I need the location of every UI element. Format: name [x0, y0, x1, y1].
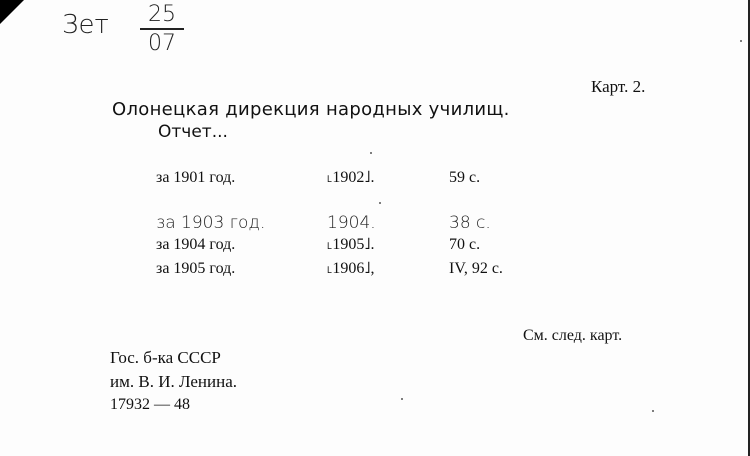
paper-speck	[379, 202, 381, 204]
entry-pages: 38 с.	[449, 213, 491, 233]
paper-speck	[740, 40, 742, 42]
card-title: Олонецкая дирекция народных училищ.	[112, 99, 510, 120]
entry-ref: 1904.	[327, 213, 376, 233]
entry-row-handwritten	[0, 213, 750, 235]
see-next-card: См. след. карт.	[523, 327, 623, 344]
paper-speck	[401, 398, 403, 400]
entry-row	[0, 169, 750, 191]
entry-row	[0, 236, 750, 258]
entry-period: за 1905 год.	[156, 260, 236, 277]
card-subtitle: Отчет...	[158, 122, 228, 142]
entry-pages: IV, 92 с.	[449, 260, 503, 277]
handwritten-fraction	[140, 4, 184, 55]
library-name-line2: им. В. И. Ленина.	[110, 372, 238, 391]
paper-speck	[652, 410, 654, 412]
card-corner-cut	[0, 0, 24, 24]
fraction-bottom: 07	[148, 31, 176, 56]
library-name: Гос. б-ка СССР	[110, 348, 221, 367]
entry-period: за 1903 год.	[156, 213, 266, 233]
entry-ref: ˪1906˩,	[327, 260, 375, 277]
handwritten-code: Зет	[62, 10, 109, 40]
card-number: Карт. 2.	[591, 77, 646, 96]
entry-row	[0, 260, 750, 282]
fraction-top: 25	[140, 4, 184, 30]
entry-pages: 70 с.	[449, 236, 481, 253]
entry-ref: ˪1905˩.	[327, 236, 375, 253]
entry-pages: 59 с.	[449, 169, 481, 186]
entry-period: за 1901 год.	[156, 169, 236, 186]
entry-ref: ˪1902˩.	[327, 169, 375, 186]
entry-period: за 1904 год.	[156, 236, 236, 253]
library-code: 17932 — 48	[110, 396, 190, 413]
paper-speck	[370, 152, 372, 154]
